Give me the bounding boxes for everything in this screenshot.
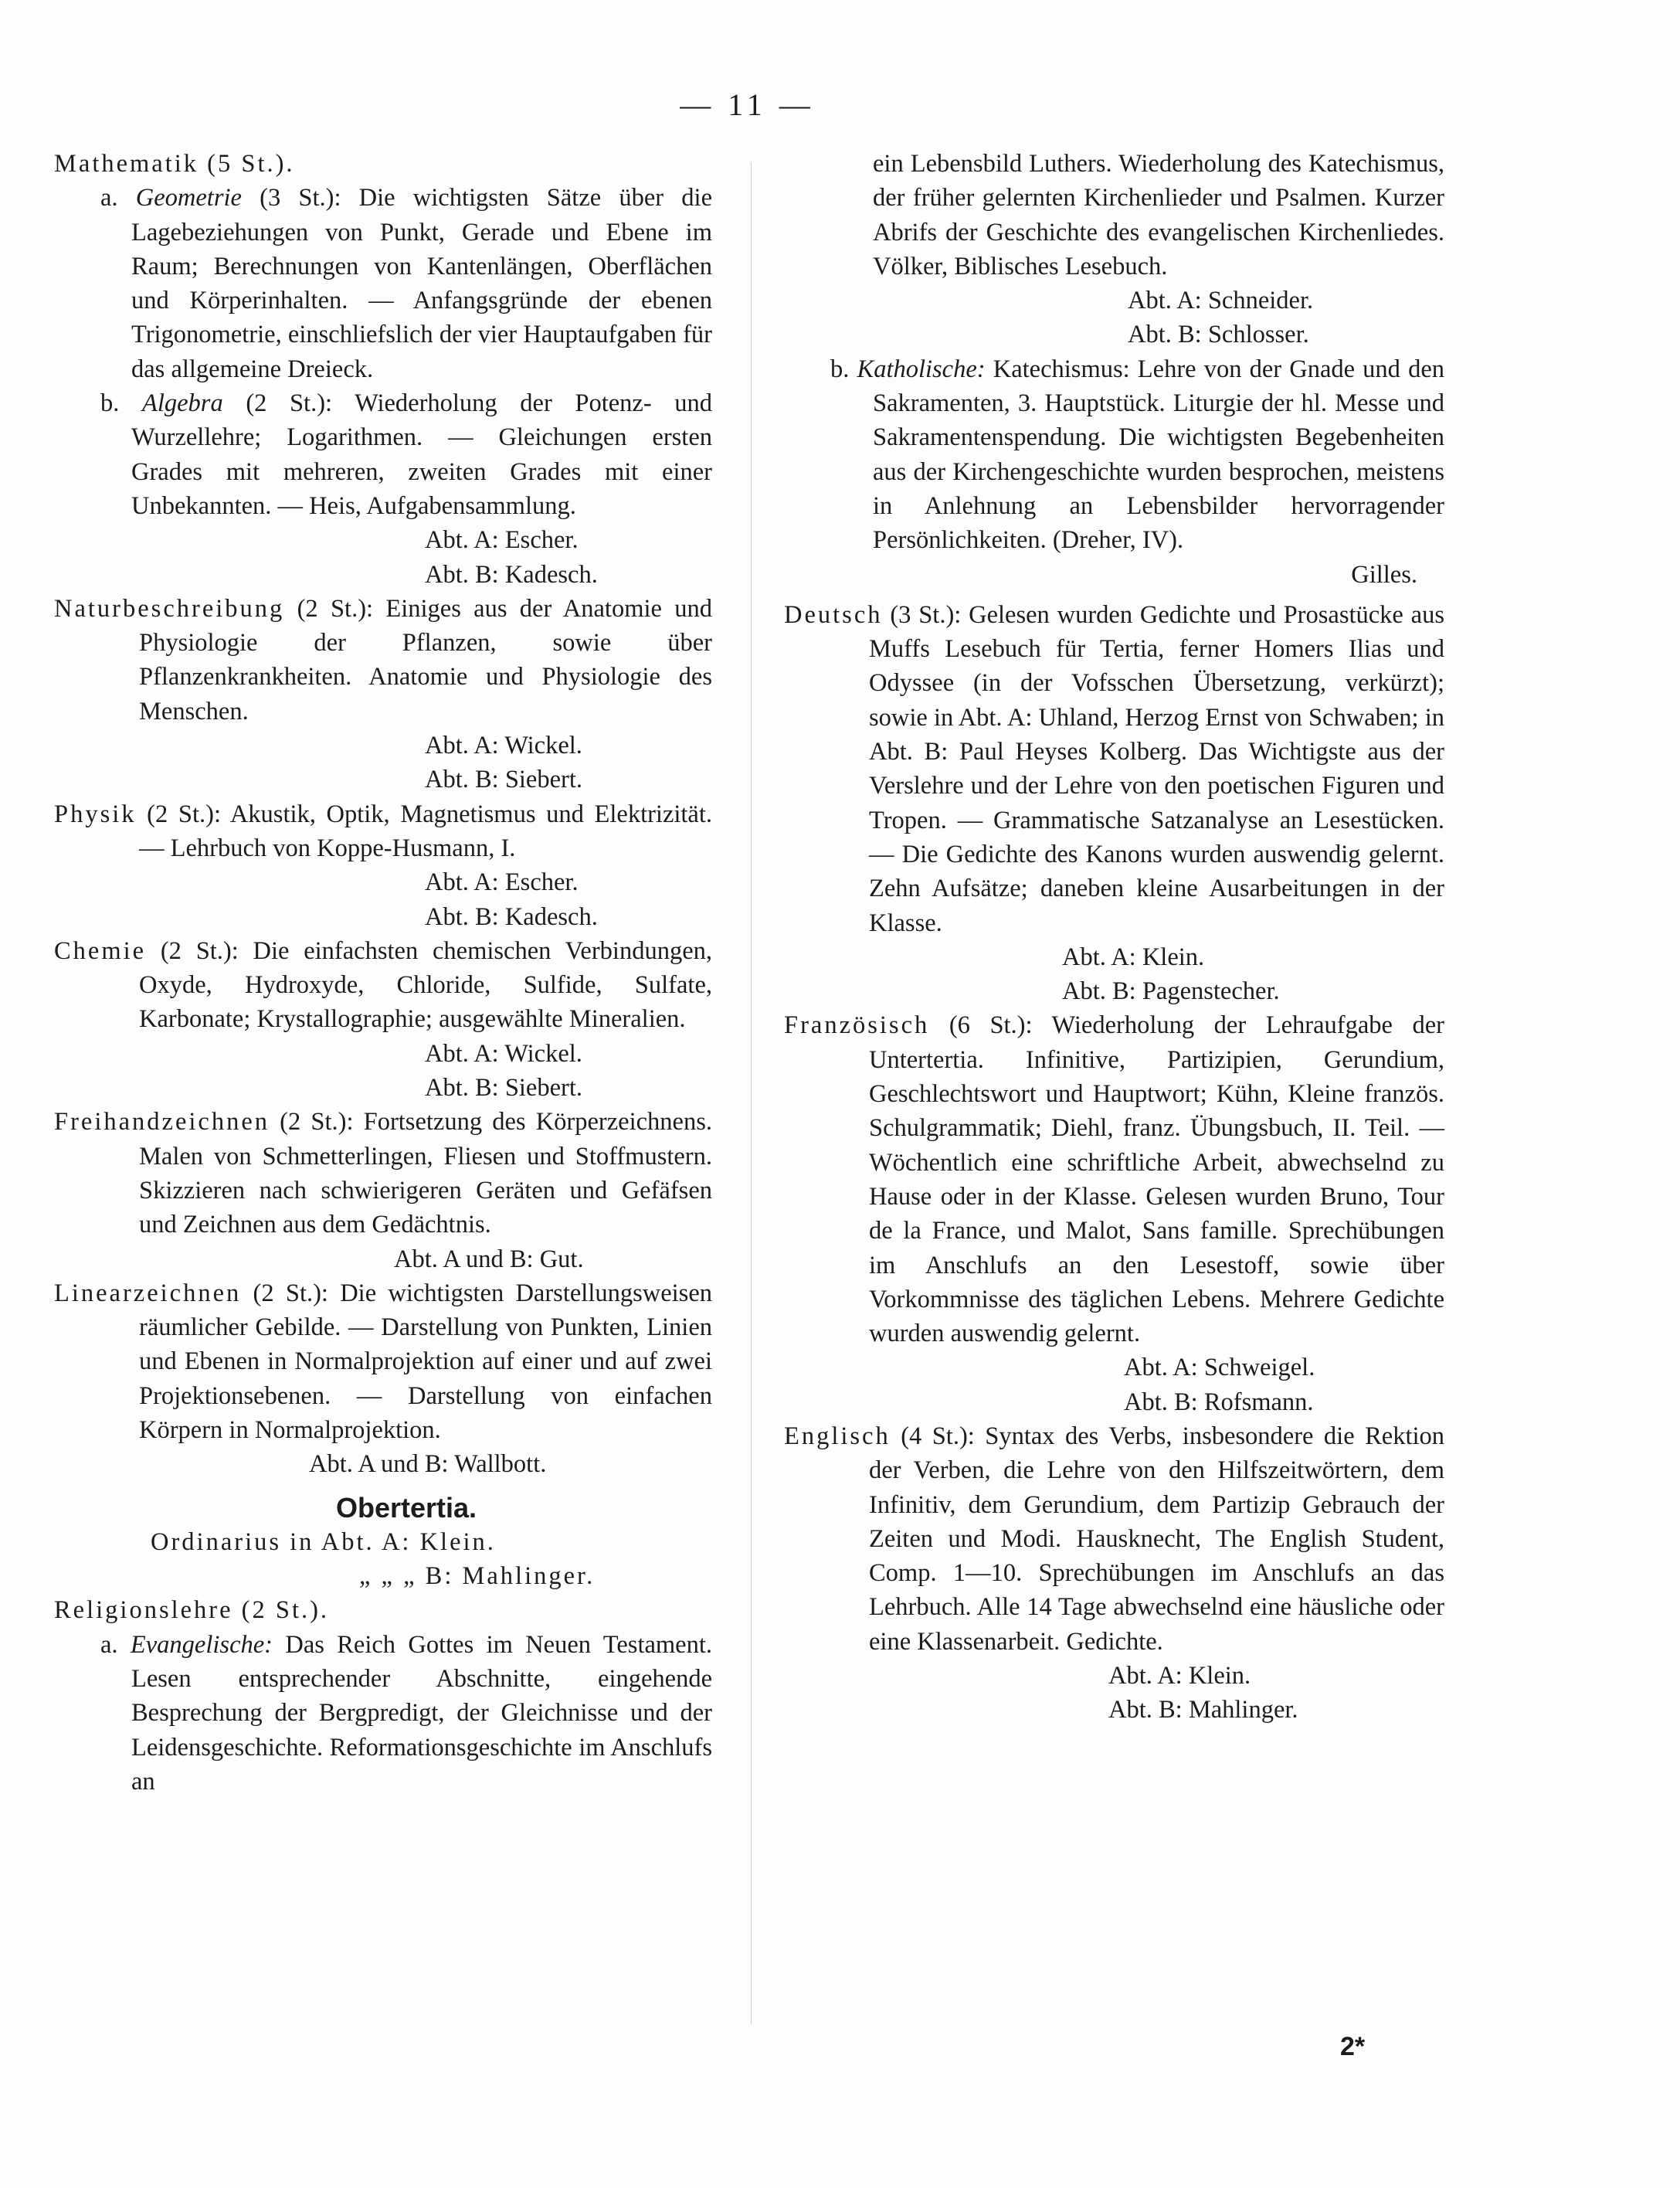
religion-continued: ein Lebensbild Luthers. Wiederholung des Katechismus, der früher gelernten Kirchenlieder und Psalmen. Kurzer Abrifs der Geschichte des evangelischen Kirchenliedes. Völker, Biblisches Lesebuch. <box>873 150 1444 280</box>
religion-heading: Religionslehre (2 St.). <box>54 1596 330 1625</box>
freihandzeichnen-text: (2 St.): Fortsetzung des Körperzeichnens. Malen von Schmetterlingen, Fliesen und Stoffmustern. Skizzieren nach schwierigeren Geräten und Gefäfsen und Zeichnen aus dem Gedächtnis. <box>139 1108 712 1239</box>
naturbeschreibung-teacher-b: Abt. B: Siebert. <box>425 766 583 794</box>
katholisch-teacher: Gilles. <box>1351 560 1417 589</box>
mathematik-algebra <box>54 386 712 523</box>
geometrie-title: Geometrie <box>135 184 242 212</box>
physik-teacher-a: Abt. A: Escher. <box>425 868 579 897</box>
column-divider <box>751 162 752 2024</box>
physik-section <box>54 797 712 866</box>
signature-mark: 2* <box>1340 2032 1366 2061</box>
linearzeichnen-section <box>54 1276 712 1447</box>
evangelisch-label: a. <box>100 1630 118 1659</box>
religion-evangelisch <box>54 1628 712 1799</box>
religion-teacher-b: Abt. B: Schlosser. <box>1128 321 1309 349</box>
linearzeichnen-teacher: Abt. A und B: Wallbott. <box>309 1450 547 1479</box>
franzoesisch-teacher-b: Abt. B: Rofsmann. <box>1124 1388 1314 1416</box>
chemie-text: (2 St.): Die einfachsten chemischen Verbindungen, Oxyde, Hydroxyde, Chloride, Sulfide, Sulfate, Karbonate; Krystallographie; ausgewählte Mineralien. <box>139 936 712 1034</box>
religion-katholisch <box>784 352 1444 558</box>
obertertia-title: Obertertia. <box>335 1491 477 1524</box>
chemie-teacher-a: Abt. A: Wickel. <box>425 1039 582 1068</box>
deutsch-text: (3 St.): Gelesen wurden Gedichte und Prosastücke aus Muffs Lesebuch für Tertia, ferner Homers Ilias und Odyssee (in der Vofsschen Übersetzung, verkürzt); sowie in Abt. A: Uhland, Herzog Ernst von Schwaben; in Abt. B: Paul Heyses Kolberg. Das Wichtigste aus der Verslehre und der Lehre von den poetischen Figuren und Tropen. — Grammatische Satzanalyse an Lesestücken. — Die Gedichte des Kanons wurden auswendig gelernt. Zehn Aufsätze; daneben kleine Ausarbeitungen in der Klasse. <box>869 600 1445 937</box>
freihandzeichnen-heading: Freihandzeichnen <box>54 1108 270 1136</box>
linearzeichnen-heading: Linearzeichnen <box>54 1279 242 1307</box>
algebra-label: b. <box>100 389 120 418</box>
freihandzeichnen-section <box>54 1105 712 1242</box>
evangelisch-title: Evangelische: <box>130 1630 273 1659</box>
page-number: — 11 — <box>680 87 815 122</box>
katholisch-title: Katholische: <box>857 355 986 383</box>
evangelisch-text: Das Reich Gottes im Neuen Testament. Lesen entsprechender Abschnitte, eingehende Besprechung der Bergpredigt, der Gleichnisse und der Leidensgeschichte. Reformationsgeschichte im Anschlufs an <box>131 1630 713 1796</box>
right-column <box>784 147 1444 1728</box>
left-column <box>54 147 712 1799</box>
mathematik-heading: Mathematik (5 St.). <box>54 150 295 178</box>
geometrie-label: a. <box>100 184 118 212</box>
franzoesisch-teacher-a: Abt. A: Schweigel. <box>1124 1354 1315 1382</box>
englisch-teacher-a: Abt. A: Klein. <box>1108 1662 1251 1690</box>
englisch-heading: Englisch <box>784 1422 891 1450</box>
chemie-section <box>54 934 712 1037</box>
freihandzeichnen-teacher: Abt. A und B: Gut. <box>394 1245 584 1273</box>
deutsch-teacher-b: Abt. B: Pagenstecher. <box>1062 977 1280 1006</box>
franzoesisch-section <box>784 1008 1444 1351</box>
mathematik-teacher-a: Abt. A: Escher. <box>425 526 579 555</box>
katholisch-text: Katechismus: Lehre von der Gnade und den Sakramenten, 3. Hauptstück. Liturgie der hl. Messe und Sakramentenspendung. Die wichtigsten Begebenheiten aus der Kirchengeschichte wurden besprochen, meistens in Anlehnung an Lebensbilder hervorragender Persönlichkeiten. (Dreher, IV). <box>873 355 1444 555</box>
physik-teacher-b: Abt. B: Kadesch. <box>425 902 598 931</box>
englisch-text: (4 St.): Syntax des Verbs, insbesondere die Rektion der Verben, die Lehre von den Hilfszeitwörtern, dem Infinitiv, dem Gerundium, dem Partizip Gebrauch der Zeiten und Modi. Hausknecht, The English Student, Comp. 1—10. Sprechübungen im Anschlufs an das Lehrbuch. Alle 14 Tage abwechselnd eine häusliche oder eine Klassenarbeit. Gedichte. <box>869 1422 1444 1656</box>
algebra-title: Algebra <box>141 389 223 418</box>
algebra-text: (2 St.): Wiederholung der Potenz- und Wurzellehre; Logarithmen. — Gleichungen ersten Grades mit mehreren, zweiten Grades mit einer Unbekannten. — Heis, Aufgabensammlung. <box>131 389 713 520</box>
englisch-teacher-b: Abt. B: Mahlinger. <box>1108 1696 1298 1724</box>
ordinarius-b: „ „ „ B: Mahlinger. <box>359 1562 596 1591</box>
deutsch-section <box>784 598 1444 940</box>
deutsch-heading: Deutsch <box>784 600 883 629</box>
chemie-heading: Chemie <box>54 936 147 965</box>
physik-text: (2 St.): Akustik, Optik, Magnetismus und Elektrizität. — Lehrbuch von Koppe-Husmann, I. <box>139 800 713 862</box>
mathematik-teacher-b: Abt. B: Kadesch. <box>425 560 598 589</box>
franzoesisch-text: (6 St.): Wiederholung der Lehraufgabe der Untertertia. Infinitive, Partizipien, Gerundium, Geschlechtswort und Hauptwort; Kühn, Kleine französ. Schulgrammatik; Diehl, franz. Übungsbuch, II. Teil. — Wöchentlich eine schriftliche Arbeit, abwechselnd zu Hause oder in der Klasse. Gelesen wurden Bruno, Tour de la France, und Malot, Sans famille. Sprechübungen im Anschlufs an den Lesestoff, sowie über Vorkommnisse des täglichen Lebens. Mehrere Gedichte wurden auswendig gelernt. <box>869 1011 1444 1348</box>
naturbeschreibung-text: (2 St.): Einiges aus der Anatomie und Physiologie der Pflanzen, sowie über Pflanzenkrankheiten. Anatomie und Physiologie des Menschen. <box>139 594 713 725</box>
ordinarius-a: Ordinarius in Abt. A: Klein. <box>151 1527 496 1556</box>
deutsch-teacher-a: Abt. A: Klein. <box>1062 943 1205 971</box>
katholisch-label: b. <box>830 355 850 383</box>
geometrie-text: (3 St.): Die wichtigsten Sätze über die Lagebeziehungen von Punkt, Gerade und Ebene im Raum; Berechnungen von Kantenlängen, Oberflächen und Körperinhalten. — Anfangsgründe der ebenen Trigonometrie, einschliefslich der vier Hauptaufgaben für das allgemeine Dreieck. <box>131 184 712 383</box>
mathematik-section <box>54 147 712 592</box>
physik-heading: Physik <box>54 800 137 828</box>
linearzeichnen-text: (2 St.): Die wichtigsten Darstellungsweisen räumlicher Gebilde. — Darstellung von Punkten, Linien und Ebenen in Normalprojektion auf einer und auf zwei Projektionsebenen. — Darstellung von einfachen Körpern in Normalprojektion. <box>139 1279 712 1444</box>
religion-teacher-a: Abt. A: Schneider. <box>1128 287 1314 315</box>
naturbeschreibung-section <box>54 592 712 729</box>
naturbeschreibung-teacher-a: Abt. A: Wickel. <box>425 732 582 760</box>
naturbeschreibung-heading: Naturbeschreibung <box>54 594 285 623</box>
mathematik-geometrie <box>54 181 712 386</box>
franzoesisch-heading: Französisch <box>784 1011 930 1040</box>
chemie-teacher-b: Abt. B: Siebert. <box>425 1074 583 1102</box>
englisch-section <box>784 1419 1444 1659</box>
